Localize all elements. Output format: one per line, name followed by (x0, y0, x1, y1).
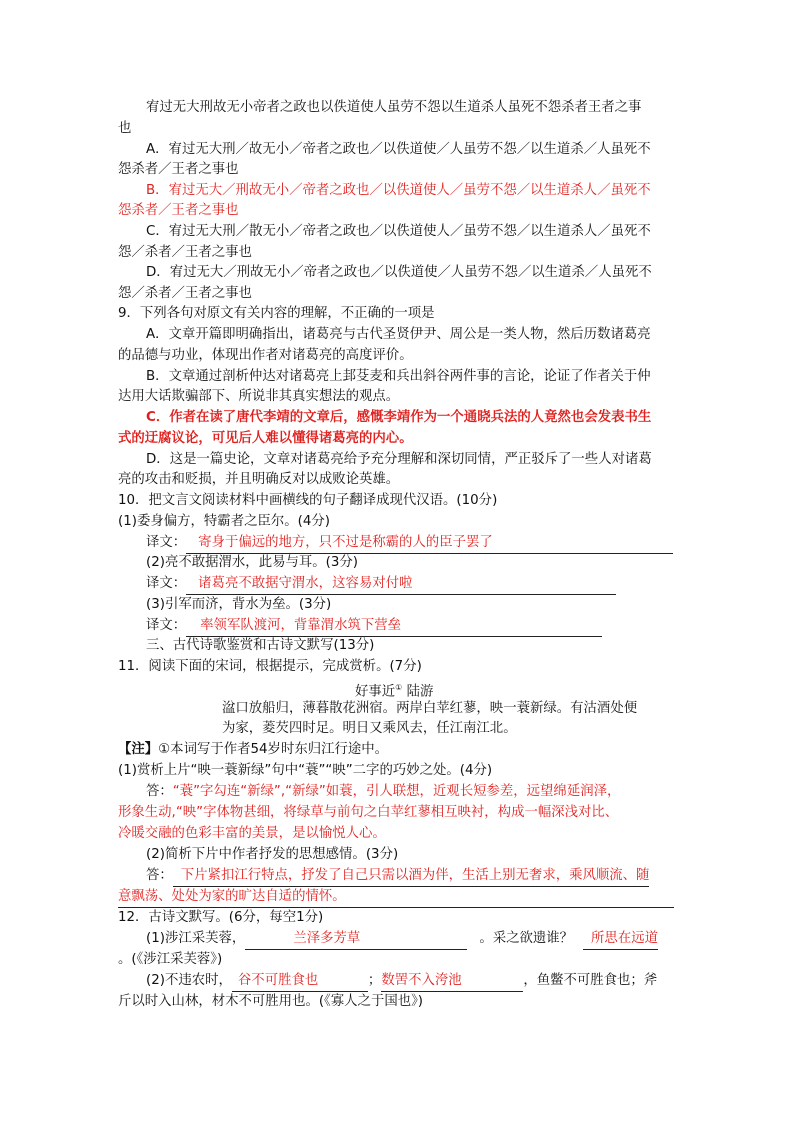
poem-title-row (355, 678, 433, 698)
q12-answer-4: 数罟不入洿池 (381, 973, 462, 988)
answer-label: 答： (146, 868, 173, 883)
footnote-marker: ① (395, 683, 403, 692)
q10-answer-3: 率领军队渡河，背靠渭水筑下营垒 (200, 618, 402, 633)
poem-line-1: 湓口放船归，薄暮散花洲宿。两岸白苹红蓼，映一蓑新绿。有沽酒处便 (222, 701, 638, 716)
q12-line-2 (146, 971, 657, 991)
q8-option-c-line2: 怨／杀者／王者之事也 (118, 245, 252, 260)
q11-stem: 11．阅读下面的宋词，根据提示，完成赏析。(7分) (118, 659, 422, 674)
q11-answer-1a: “蓑”字勾连“新绿”,“新绿”如蓑，引人联想，近观长短参差，远望绵延润泽， (172, 784, 621, 799)
translation-label: 译文： (146, 618, 187, 633)
q8-stem: 宥过无大刑故无小帝者之政也以佚道使人虽劳不怨以生道杀人虽死不怨杀者王者之事 (146, 100, 642, 115)
q8-stem-cont: 也 (118, 121, 132, 136)
q12-s2-separator: ； (367, 973, 382, 988)
q9-option-a-line1: A．文章开篇即明确指出，诸葛亮与古代圣贤伊尹、周公是一类人物，然后历数诸葛亮 (146, 327, 651, 342)
q12-s1-mid: 。采之欲遗谁？ (479, 931, 574, 946)
q8-option-a-line2: 怨杀者／王者之事也 (118, 162, 239, 177)
poem-note (118, 740, 388, 760)
q11-sub-1: (1)赏析上片“映一蓑新绿”句中“蓑”“映”二字的巧妙之处。(4分) (118, 763, 493, 778)
q11-answer-2b: 意飘荡、处处为家的旷达自适的情怀。 (118, 889, 346, 904)
q9-option-c-line2: 式的迂腐议论，可见后人难以懂得诸葛亮的内心。 (118, 431, 413, 446)
q9-option-a-line2: 的品德与功业，体现出作者对诸葛亮的高度评价。 (118, 348, 413, 363)
poem-line-2: 为家，菱芡四时足。明日又乘风去，任江南江北。 (222, 721, 517, 736)
q9-option-d-line2: 亮的攻击和贬损，并且明确反对以成败论英雄。 (118, 472, 400, 487)
q12-answer-2: 所思在远道 (591, 931, 658, 946)
q9-option-d-line1: D．这是一篇史论，文章对诸葛亮给予充分理解和深切同情，严正驳斥了一些人对诸葛 (146, 452, 652, 467)
q12-s2-prefix: (2)不违农时， (146, 973, 232, 988)
q10-sentence-3: (3)引军而济，背水为垒。(3分) (146, 597, 332, 612)
q9-option-b-line1: B．文章通过剖析仲达对诸葛亮上邽芟麦和兵出斜谷两件事的言论，论证了作者关于仲 (146, 369, 651, 384)
q12-answer-1: 兰泽多芳草 (293, 931, 361, 946)
q10-sentence-2: (2)亮不敢据渭水，此易与耳。(3分) (146, 555, 359, 570)
q12-line-1-source: 。(《涉江采芙蓉》) (118, 952, 223, 967)
q9-option-b-line2: 达用大话欺骗部下、所说非其真实想法的观点。 (118, 389, 400, 404)
q10-answer-2: 诸葛亮不敢据守渭水，这容易对付啦 (198, 576, 413, 591)
q11-answer-1-line2: 形象生动,“映”字体物甚细，将绿草与前句之白苹红蓼相互映衬，构成一幅深浅对比、 (118, 805, 619, 820)
translation-label: 译文： (146, 576, 187, 591)
q11-answer-2-line2 (118, 887, 674, 907)
q8-option-b-line1: B．宥过无大／刑故无小／帝者之政也／以佚道使人／虽劳不怨／以生道杀人／虽死不 (146, 183, 651, 198)
q12-s2-post: ，鱼鳖不可胜食也；斧 (523, 973, 658, 988)
note-label: 【注】 (118, 742, 159, 757)
q10-stem: 10．把文言文阅读材料中画横线的句子翻译成现代汉语。(10分) (118, 493, 498, 508)
q9-stem: 9．下列各句对原文有关内容的理解，不正确的一项是 (118, 306, 435, 321)
answer-label: 答： (146, 784, 173, 799)
poem-title: 好事近 (355, 684, 396, 700)
q11-sub-2: (2)简析下片中作者抒发的思想感情。(3分) (146, 847, 399, 862)
q8-option-b-line2: 怨杀者／王者之事也 (118, 203, 239, 218)
q12-answer-3: 谷不可胜食也 (237, 973, 319, 988)
q10-sentence-1: (1)委身偏方，特霸者之臣尔。(4分) (118, 514, 331, 529)
q10-answer-1-row (146, 533, 673, 553)
section-3-heading: 三、古代诗歌鉴赏和古诗文默写(13分) (146, 638, 375, 653)
q11-answer-1-line3: 冷暖交融的色彩丰富的美景，是以愉悦人心。 (118, 826, 386, 841)
note-text: ①本词写于作者54岁时东归江行途中。 (158, 742, 389, 757)
q10-answer-3-row (146, 616, 602, 636)
q12-s1-prefix: (1)涉江采芙蓉， (146, 931, 246, 946)
q12-line-1 (146, 929, 658, 949)
translation-label: 译文： (146, 535, 187, 550)
q11-answer-1-line1 (146, 782, 620, 802)
poem-author: 陆游 (406, 684, 434, 700)
q8-option-a-line1: A．宥过无大刑／故无小／帝者之政也／以佚道使／人虽劳不怨／以生道杀／人虽死不 (146, 142, 651, 157)
q10-answer-2-row (146, 574, 616, 594)
q8-option-d-line2: 怨／杀者／王者之事也 (118, 286, 252, 301)
q10-answer-1: 寄身于偏远的地方，只不过是称霸的人的臣子罢了 (198, 535, 493, 550)
q8-option-c-line1: C．宥过无大刑／散无小／帝者之政也／以佚道使人／虽劳不怨／以生道杀人／虽死不 (146, 224, 651, 239)
q11-answer-2a: 下片紧扣江行特点，抒发了自己只需以酒为伴，生活上别无奢求，乘风顺流、随 (180, 868, 650, 883)
q12-line-2-cont: 斤以时入山林，材木不可胜用也。(《寡人之于国也》) (118, 994, 424, 1009)
q9-option-c-line1: C．作者在读了唐代李靖的文章后，感慨李靖作为一个通晓兵法的人竟然也会发表书生 (146, 410, 652, 425)
q12-stem: 12．古诗文默写。(6分，每空1分) (118, 910, 324, 925)
q8-option-d-line1: D．宥过无大／刑故无小／帝者之政也／以佚道使／人虽劳不怨／以生道杀／人虽死不 (146, 265, 652, 280)
q11-answer-2-line1 (146, 866, 649, 886)
